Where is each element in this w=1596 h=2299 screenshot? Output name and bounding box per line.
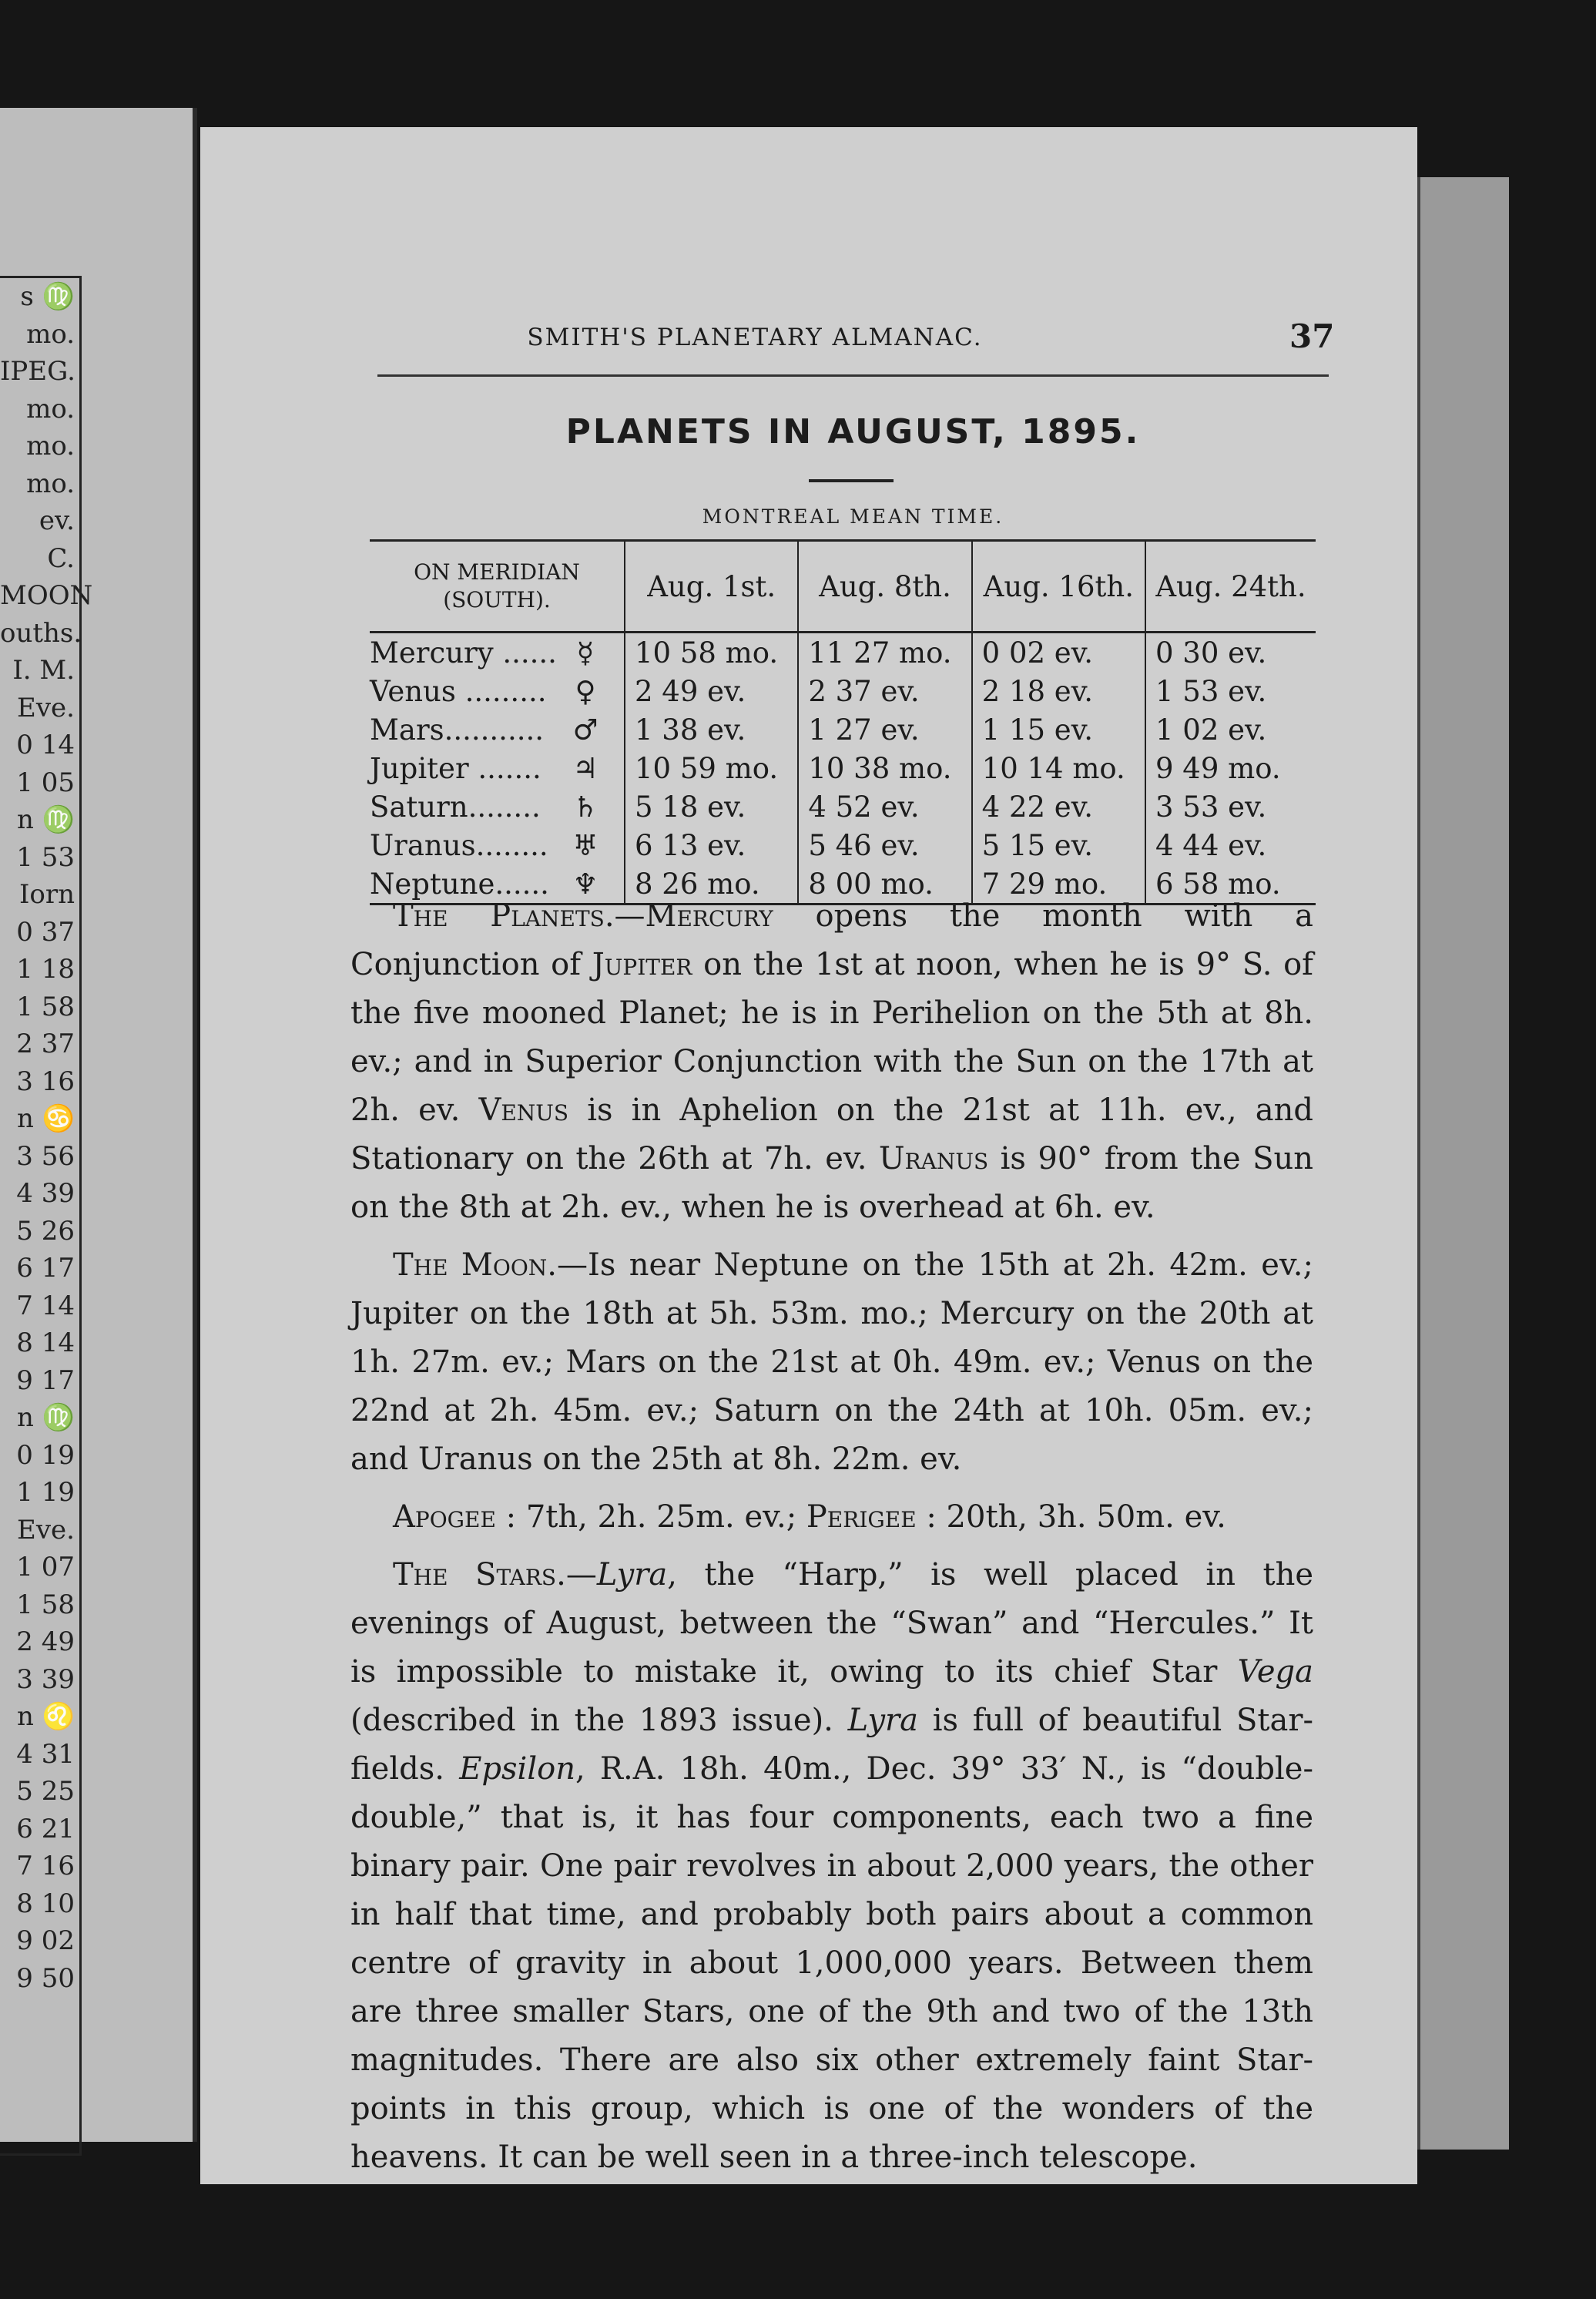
lyra-name: Lyra: [596, 1557, 668, 1593]
planet-name: Uranus........: [370, 828, 548, 862]
planet-name: Saturn........: [370, 790, 541, 824]
mercury-label: Mercury: [645, 898, 773, 934]
text-span: on the 1st at noon, when he is 9° S. of the five mooned Planet; he is in Perihelion on the 5th at 8h. ev.; and in Superior Conjunction with the Sun on the 17th at 2h. ev.: [350, 947, 1313, 1128]
table-row: [370, 633, 1316, 673]
facing-page-row: 3 56: [16, 1140, 75, 1172]
planet-cell: [370, 749, 625, 787]
apogee-value: : 7th, 2h. 25m. ev.;: [495, 1499, 806, 1535]
facing-page-row: 1 18: [16, 954, 75, 985]
table-row: [370, 787, 1316, 826]
facing-page-column: [0, 276, 93, 2156]
facing-page-row: n ♍: [16, 804, 75, 835]
facing-page-row: 1 58: [16, 1589, 75, 1620]
time-cell: 5 15 ev.: [972, 826, 1145, 864]
facing-page-row: 1 19: [16, 1477, 75, 1508]
time-cell: 10 14 mo.: [972, 749, 1145, 787]
paragraph-apogee: [350, 1493, 1313, 1542]
lyra-name: Lyra: [847, 1703, 919, 1738]
vega-name: Vega: [1237, 1654, 1313, 1690]
perigee-value: : 20th, 3h. 50m. ev.: [916, 1499, 1226, 1535]
facing-page-row: 1 58: [16, 991, 75, 1022]
facing-page-row: ouths.: [0, 617, 82, 649]
facing-page-row: mo.: [26, 393, 75, 425]
time-cell: 6 13 ev.: [625, 826, 798, 864]
facing-page-row: C.: [47, 542, 75, 574]
time-cell: 1 53 ev.: [1145, 672, 1316, 710]
facing-page-row: 0 37: [16, 916, 75, 948]
header-rule: [377, 374, 1329, 377]
planet-symbol-icon: ♅: [572, 828, 598, 862]
time-cell: 0 02 ev.: [972, 633, 1145, 673]
time-cell: 10 59 mo.: [625, 749, 798, 787]
facing-page-row: MOON: [0, 580, 93, 611]
facing-page-row: 4 39: [16, 1178, 75, 1209]
facing-page-row: n ♍: [16, 1402, 75, 1433]
time-cell: 8 26 mo.: [625, 864, 798, 904]
facing-page-row: 9 50: [16, 1962, 75, 1994]
text-span: is in Aphelion on the 21st at 11h. ev., and Stationary on the 26th at 7h. ev.: [350, 1092, 1314, 1176]
facing-page-row: Eve.: [17, 692, 75, 723]
facing-page-row: 9 02: [16, 1925, 75, 1956]
time-cell: 1 38 ev.: [625, 710, 798, 749]
planet-symbol-icon: ♀: [575, 674, 596, 708]
planet-symbol-icon: ☿: [576, 636, 595, 670]
facing-page-row: 4 31: [16, 1738, 75, 1770]
column-header-aug-1: Aug. 1st.: [625, 541, 798, 633]
planet-symbol-icon: ♃: [572, 751, 598, 785]
facing-page-row: 2 49: [16, 1626, 75, 1657]
facing-page-row: Iorn: [18, 879, 75, 910]
text-span: , R.A. 18h. 40m., Dec. 39° 33′ N., is “double-double,” that is, it has four components, each two a fine binary pair. One pair revolves in about 2,000 years, the other in half that time, and probably both pairs about a common centre of gravity in about 1,000,000 years. Between them are three smaller Stars, one of the 9th and two of the 13th magnitudes. There are also six other extremely faint Star-points in this group, which is one of the wonders of the heavens. It can be well seen in a three-inch telescope.: [350, 1751, 1313, 2175]
planet-cell: [370, 710, 625, 749]
running-head: SMITH'S PLANETARY ALMANAC.: [527, 324, 983, 351]
planet-name: Venus .........: [370, 674, 547, 708]
time-cell: 4 52 ev.: [798, 787, 971, 826]
facing-page-edge: [0, 108, 197, 2142]
facing-page-row: mo.: [26, 468, 75, 499]
facing-page-row: I. M.: [12, 655, 75, 686]
lead-stars: The Stars.: [393, 1557, 566, 1593]
header-line-2: (SOUTH).: [443, 587, 551, 613]
text-span: is full of beautiful Star-fields.: [350, 1703, 1313, 1787]
time-cell: 2 37 ev.: [798, 672, 971, 710]
table-row: [370, 672, 1316, 710]
page-subtitle: MONTREAL MEAN TIME.: [702, 505, 1004, 528]
title-rule: [809, 479, 894, 482]
planet-cell: [370, 672, 625, 710]
planets-table: [370, 539, 1316, 905]
time-cell: 2 18 ev.: [972, 672, 1145, 710]
time-cell: 3 53 ev.: [1145, 787, 1316, 826]
facing-page-row: 1 53: [16, 841, 75, 873]
time-cell: 9 49 mo.: [1145, 749, 1316, 787]
facing-page-row: 8 14: [16, 1327, 75, 1358]
paragraph-planets: [350, 892, 1313, 1232]
facing-page-row: 6 17: [16, 1253, 75, 1284]
table-row: [370, 710, 1316, 749]
time-cell: 4 22 ev.: [972, 787, 1145, 826]
facing-page-row: ev.: [39, 505, 75, 536]
time-cell: 1 15 ev.: [972, 710, 1145, 749]
paragraph-moon: [350, 1241, 1313, 1484]
time-cell: 5 18 ev.: [625, 787, 798, 826]
facing-page-row: 7 14: [16, 1290, 75, 1321]
facing-page-row: n ♌: [16, 1701, 75, 1732]
planet-cell: [370, 633, 625, 673]
paragraph-stars: [350, 1551, 1313, 2182]
facing-page-row: 5 25: [16, 1776, 75, 1807]
text-span: , the “Harp,” is well placed in the evenings of August, between the “Swan” and “Hercules.” It is impossible to mistake it, owing to its chief Star: [350, 1557, 1313, 1690]
text-span: opens the month with a Conjunction of: [350, 898, 1313, 982]
facing-page-row: mo.: [26, 431, 75, 461]
facing-page-row: 0 14: [16, 730, 75, 760]
time-cell: 6 58 mo.: [1145, 864, 1316, 904]
uranus-label: Uranus: [878, 1141, 989, 1176]
body-text: [350, 892, 1313, 2191]
time-cell: 7 29 mo.: [972, 864, 1145, 904]
page-title: PLANETS IN AUGUST, 1895.: [565, 412, 1141, 451]
facing-page-row: 1 05: [16, 767, 75, 798]
facing-page-row: 1 07: [16, 1552, 75, 1582]
venus-label: Venus: [478, 1092, 569, 1128]
text-span: —: [565, 1557, 597, 1593]
facing-page-row: 3 16: [16, 1066, 75, 1097]
planet-cell: [370, 826, 625, 864]
column-header-meridian: [370, 541, 625, 633]
apogee-label: Apogee: [393, 1499, 496, 1535]
planet-cell: [370, 787, 625, 826]
facing-page-row: 0 19: [16, 1439, 75, 1471]
facing-page-row: IPEG.: [0, 356, 75, 387]
text-span: (described in the 1893 issue).: [350, 1703, 848, 1738]
text-span: is 90° from the Sun on the 8th at 2h. ev., when he is overhead at 6h. ev.: [350, 1141, 1313, 1225]
text-span: —: [614, 898, 645, 934]
column-header-aug-8: Aug. 8th.: [798, 541, 971, 633]
time-cell: 10 38 mo.: [798, 749, 971, 787]
facing-page-row: n ♋: [16, 1103, 75, 1134]
facing-page-row: 5 26: [16, 1215, 75, 1247]
column-header-aug-16: Aug. 16th.: [972, 541, 1145, 633]
time-cell: 1 02 ev.: [1145, 710, 1316, 749]
facing-page-row: 9 17: [16, 1364, 75, 1396]
planet-name: Mercury ......: [370, 636, 557, 670]
text-span: —Is near Neptune on the 15th at 2h. 42m. ev.; Jupiter on the 18th at 5h. 53m. mo.; Mercury on the 20th at 1h. 27m. ev.; Mars on the 21st at 0h. 49m. ev.; Venus on the 22nd at 2h. 45m. ev.; Saturn on the 24th at 10h. 05m. ev.; and Uranus on the 25th at 8h. 22m. ev.: [350, 1247, 1313, 1477]
jupiter-label: Jupiter: [592, 947, 692, 982]
facing-page-row: Eve.: [17, 1514, 75, 1546]
lead-moon: The Moon.: [393, 1247, 558, 1283]
page-stack-edge: [1417, 177, 1509, 2150]
time-cell: 10 58 mo.: [625, 633, 798, 673]
planet-symbol-icon: ♄: [572, 790, 598, 824]
facing-page-row: mo.: [26, 318, 75, 350]
facing-page-row: 3 39: [16, 1663, 75, 1695]
facing-page-row: 6 21: [16, 1813, 75, 1844]
column-header-aug-24: Aug. 24th.: [1145, 541, 1316, 633]
facing-page-row: 8 10: [16, 1888, 75, 1919]
time-cell: 4 44 ev.: [1145, 826, 1316, 864]
facing-page-row: 2 37: [16, 1029, 75, 1059]
planet-name: Jupiter .......: [370, 751, 542, 785]
time-cell: 11 27 mo.: [798, 633, 971, 673]
table-row: [370, 826, 1316, 864]
planet-symbol-icon: ♆: [572, 867, 598, 901]
facing-page-row: s ♍: [20, 281, 75, 312]
table-row: [370, 749, 1316, 787]
planet-symbol-icon: ♂: [572, 713, 598, 747]
time-cell: 0 30 ev.: [1145, 633, 1316, 673]
table-header-row: [370, 541, 1316, 633]
planet-name: Mars...........: [370, 713, 544, 747]
facing-page-row: 7 16: [16, 1851, 75, 1881]
header-line-1: ON MERIDIAN: [414, 559, 580, 585]
time-cell: 2 49 ev.: [625, 672, 798, 710]
page-number: 37: [1289, 317, 1335, 355]
time-cell: 5 46 ev.: [798, 826, 971, 864]
time-cell: 8 00 mo.: [798, 864, 971, 904]
perigee-label: Perigee: [806, 1499, 917, 1535]
planet-name: Neptune......: [370, 867, 549, 901]
time-cell: 1 27 ev.: [798, 710, 971, 749]
lead-planets: The Planets.: [393, 898, 615, 934]
epsilon-name: Epsilon: [459, 1751, 575, 1787]
